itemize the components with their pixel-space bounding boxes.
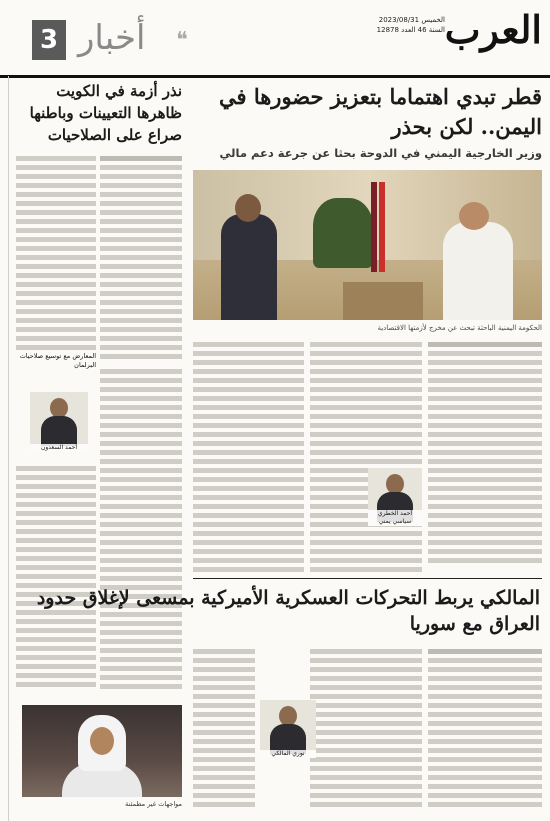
page-number: 3: [32, 20, 66, 60]
issue-number: السنة 46 العدد 12878: [376, 26, 445, 34]
face-shape: [90, 727, 114, 755]
main-photo-caption: الحكومة اليمنية الباحثة تبحث عن مخرج لأزمتها الاقتصادية: [377, 324, 542, 332]
pull-quote: المعارض مع توسيع صلاحيات البرلمان: [19, 352, 96, 369]
article-column: [16, 152, 96, 352]
article-column: [100, 365, 182, 700]
main-headline: قطر تبدي اهتماما بتعزيز حضورها في اليمن.. لكن بحذر: [218, 84, 542, 139]
face-shape: [50, 398, 68, 418]
dateline: [377, 15, 445, 35]
article-column: [193, 338, 304, 578]
quote-marks-icon: ❝: [176, 28, 188, 53]
mugshot: [368, 468, 422, 526]
mugshot-label: أحمد السعدون: [30, 444, 88, 452]
article-column: [428, 645, 542, 815]
flag-shape: [379, 182, 385, 272]
plant-shape: [313, 198, 373, 268]
table-shape: [343, 282, 423, 320]
side-photo: [22, 705, 182, 797]
section-title: أخبار: [78, 18, 146, 58]
flag-shape: [371, 182, 377, 272]
person-head: [235, 194, 261, 222]
mugshot: [30, 392, 88, 452]
newspaper-logo: العرب: [444, 7, 542, 52]
face-shape: [279, 706, 297, 726]
suit-shape: [41, 416, 77, 446]
main-photo: [193, 170, 542, 320]
masthead: [0, 0, 550, 78]
face-shape: [386, 474, 404, 494]
article-column: [428, 338, 542, 568]
article-column: [100, 152, 182, 362]
mugshot: [260, 700, 316, 758]
person-head: [459, 202, 489, 230]
mugshot-label: نوري المالكي: [260, 750, 316, 758]
article-column: [193, 645, 255, 815]
mugshot-label: أحمد الخطري سياسي يمني: [368, 510, 422, 526]
issue-date: الخميس 2023/08/31: [378, 16, 445, 24]
section-divider: [193, 578, 542, 579]
person-figure: [221, 214, 277, 320]
article-column: [310, 645, 422, 815]
main-subheadline: وزير الخارجية اليمني في الدوحة بحثا عن جرعة دعم مالي: [219, 146, 542, 160]
second-headline: المالكي يربط التحركات العسكرية الأميركية بمسعى لإغلاق حدود العراق مع سوريا: [36, 587, 540, 635]
person-figure: [443, 222, 513, 320]
section-header: [32, 18, 188, 62]
side-headline: نذر أزمة في الكويت ظاهرها التعيينات وباطنها صراع على الصلاحيات: [29, 82, 182, 144]
article-column: [310, 338, 422, 578]
article-column: [16, 462, 96, 700]
side-photo-caption: مواجهات غير مطمئنة: [125, 800, 182, 808]
